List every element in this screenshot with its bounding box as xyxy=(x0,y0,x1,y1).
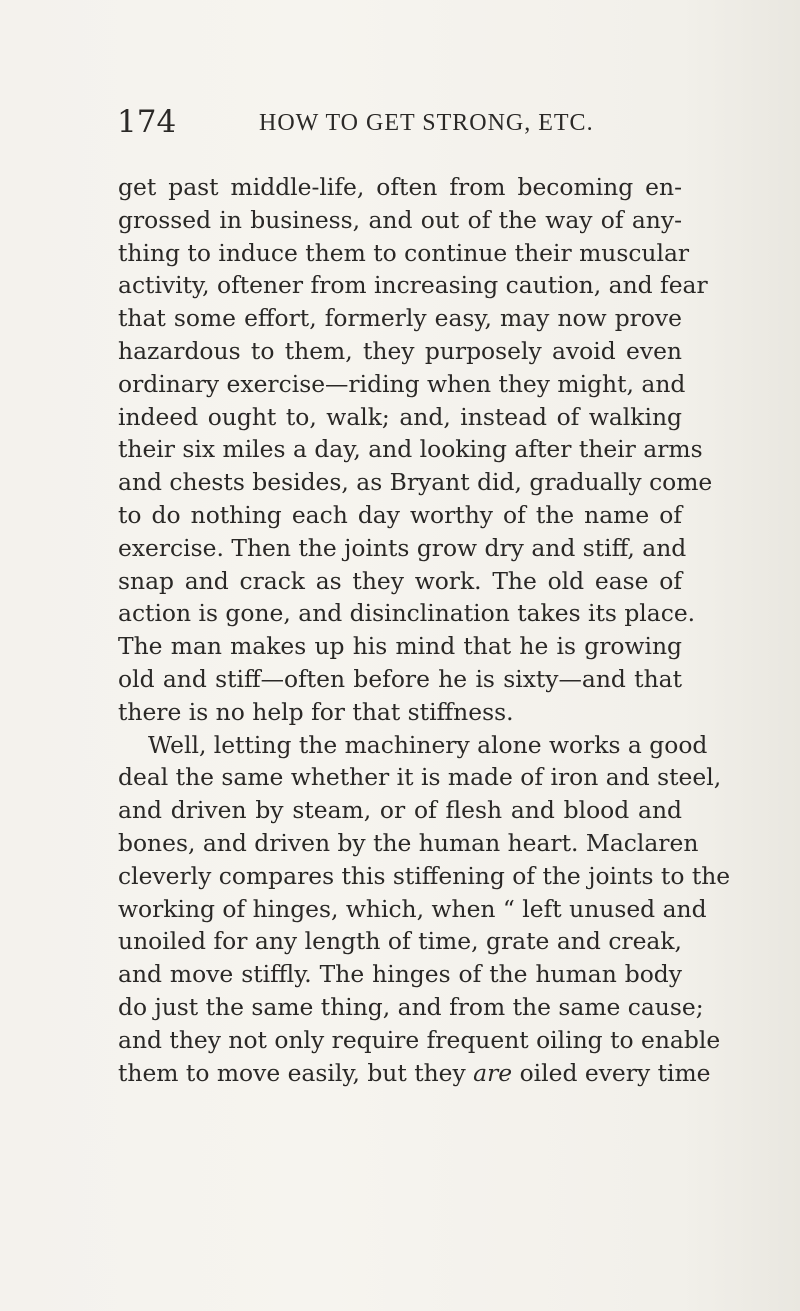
text-line: do just the same thing, and from the same cause; xyxy=(118,992,704,1021)
text-line: grossed in business, and out of the way of any- xyxy=(118,205,682,234)
text-line: ordinary exercise—riding when they might, and xyxy=(118,369,686,398)
running-head xyxy=(117,104,717,148)
text-line: unoiled for any length of time, grate and creak, xyxy=(118,927,682,956)
text-line: working of hinges, which, when “ left unused and xyxy=(118,894,707,923)
text-line: their six miles a day, and looking after their arms xyxy=(118,435,703,464)
text-line: and they not only require frequent oiling to enable xyxy=(118,1025,721,1054)
text-line: deal the same whether it is made of iron and steel, xyxy=(118,763,722,792)
text-line: bones, and driven by the human heart. Maclaren xyxy=(118,828,699,857)
text-line: that some effort, formerly easy, may now prove xyxy=(118,304,682,333)
text-line: get past middle-life, often from becoming en- xyxy=(118,173,682,201)
text-fragment: oiled every time xyxy=(512,1058,711,1087)
text-line: exercise. Then the joints grow dry and stiff, and xyxy=(118,533,687,562)
running-title: HOW TO GET STRONG, ETC. xyxy=(259,110,594,136)
text-line: and chests besides, as Bryant did, gradually come xyxy=(118,468,713,497)
text-line: and move stiffly. The hinges of the human body xyxy=(118,960,682,989)
paragraph-end-line: there is no help for that stiffness. xyxy=(118,697,514,726)
body-text xyxy=(118,171,731,1089)
text-line: snap and crack as they work. The old ease of xyxy=(118,566,682,595)
text-line: action is gone, and disinclination takes its place. xyxy=(118,599,696,628)
text-line: and driven by steam, or of flesh and blood and xyxy=(118,796,682,825)
text-line: old and stiff—often before he is sixty—and that xyxy=(118,664,682,693)
emphasized-word: are xyxy=(473,1058,513,1087)
text-line: The man makes up his mind that he is growing xyxy=(118,632,682,661)
text-line: thing to induce them to continue their muscular xyxy=(118,238,690,267)
text-line: cleverly compares this stiffening of the joints to the xyxy=(118,861,731,890)
page-number: 174 xyxy=(117,104,177,140)
paragraph-start-line: Well, letting the machinery alone works a good xyxy=(148,730,708,759)
text-line: hazardous to them, they purposely avoid even xyxy=(118,336,682,365)
text-line: activity, oftener from increasing caution, and fear xyxy=(118,271,708,300)
text-line: to do nothing each day worthy of the name of xyxy=(118,500,682,529)
text-fragment: them to move easily, but they xyxy=(118,1058,474,1087)
text-line-last xyxy=(118,1057,711,1090)
text-line: indeed ought to, walk; and, instead of walking xyxy=(118,402,682,431)
